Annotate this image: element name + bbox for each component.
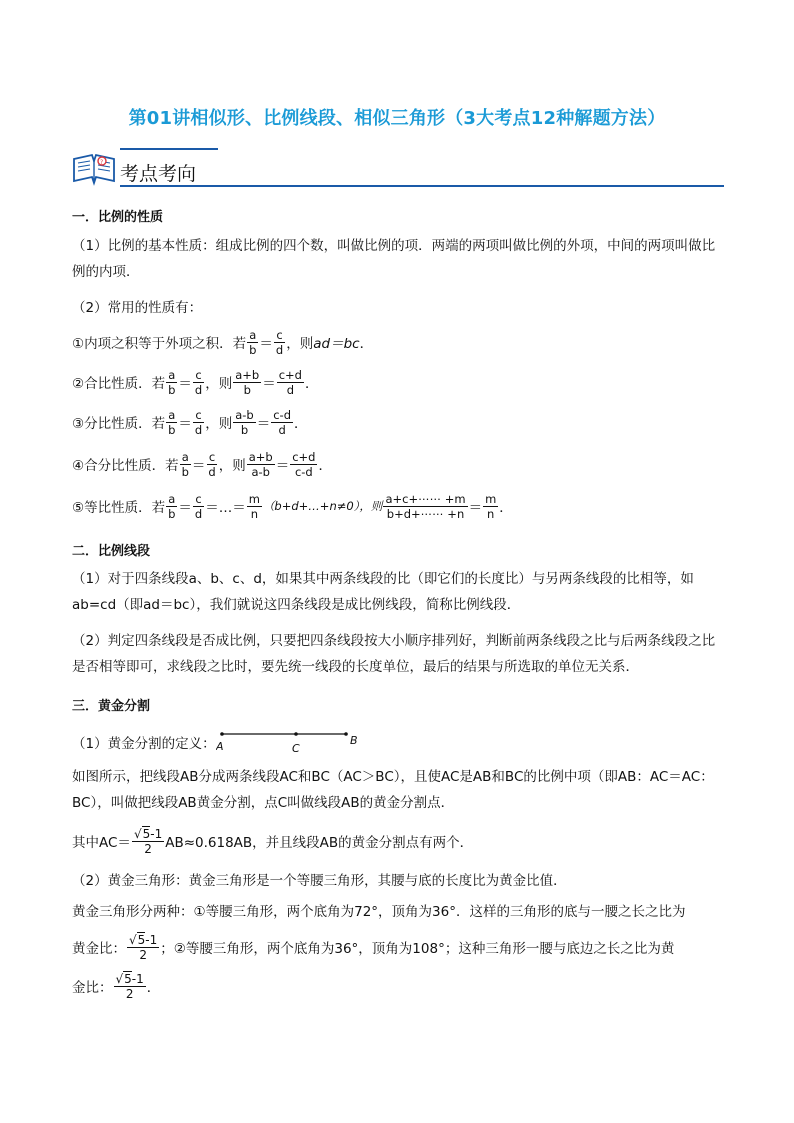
golden-section-explanation: 如图所示，把线段AB分成两条线段AC和BC（AC＞BC），且使AC是AB和BC的比例中项（即AB：AC＝AC：BC），叫做把线段AB黄金分割，点C叫做线段AB的黄金分割点． xyxy=(72,769,714,811)
heading-golden-section: 三．黄金分割 xyxy=(72,699,151,714)
common-properties-intro: （2）常用的性质有： xyxy=(72,300,203,316)
golden-ratio-formula-line: 其中AC＝ $\frac{√5-1}{2}$ AB≈0.618AB，并且线段AB的黄金分割点有两个． xyxy=(72,826,474,856)
golden-triangle-types-line1: 黄金三角形分两种：①等腰三角形，两个底角为72°，顶角为36°．这样的三角形的底与一腰之长之比为 xyxy=(72,904,686,920)
heading-proportional-segments: 二．比例线段 xyxy=(72,544,151,559)
section-header xyxy=(72,145,724,191)
golden-ratio-fraction: $\frac{√5-1}{2}$ xyxy=(133,826,163,856)
point-a-label: A xyxy=(215,740,224,753)
point-c-label: C xyxy=(291,742,300,755)
basic-property-paragraph: （1）比例的基本性质：组成比例的四个数，叫做比例的项．两端的两项叫做比例的外项，中间的两项叫做比例的内项． xyxy=(72,238,716,280)
property-line-3: ③分比性质．若 $\frac{a}{b}$ ＝ $\frac{c}{d}$ ，则 $\frac{a-b}{b}$ ＝ $\frac{c-d}{d}$ ． xyxy=(72,407,308,437)
header-rule xyxy=(120,185,724,187)
fraction-c-d: $\frac{c}{d}$ xyxy=(275,327,284,357)
fraction-a-b: $\frac{a}{b}$ xyxy=(249,327,257,357)
header-stripe xyxy=(120,148,218,150)
proportional-segments-judgement: （2）判定四条线段是否成比例，只要把四条线段按大小顺序排列好，判断前两条线段之比与后两条线段之比是否相等即可，求线段之比时，要先统一线段的长度单位，最后的结果与所选取的单位无关系． xyxy=(72,633,716,675)
golden-triangle-types-line2: 黄金比： $\frac{√5-1}{2}$ ；②等腰三角形，两个底角为36°，顶角为108°；这种三角形一腰与底边之长之比为黄 xyxy=(72,932,675,962)
golden-triangle-types-line3: 金比： $\frac{√5-1}{2}$ ． xyxy=(72,971,161,1001)
property-line-1: ①内项之积等于外项之积．若 $\frac{a}{b}$ ＝ $\frac{c}{d}$ ，则 ad＝bc ． xyxy=(72,327,374,357)
svg-text:?: ? xyxy=(100,159,104,166)
proportional-segments-definition: （1）对于四条线段a、b、c、d，如果其中两条线段的比（即它们的长度比）与另两条线段的比相等，如ab=cd（即ad＝bc），我们就说这四条线段是成比例线段，简称比例线段． xyxy=(72,571,694,613)
book-icon xyxy=(72,151,116,187)
golden-definition-line: （1）黄金分割的定义： A C B xyxy=(72,726,366,758)
property-line-4: ④合分比性质．若 $\frac{a}{b}$ ＝ $\frac{c}{d}$ ，则 $\frac{a+b}{a-b}$ ＝ $\frac{c+d}{c-d}$ ． xyxy=(72,449,332,479)
heading-proportion-properties: 一．比例的性质 xyxy=(72,210,164,225)
point-b-label: B xyxy=(349,734,358,747)
golden-triangle-definition: （2）黄金三角形：黄金三角形是一个等腰三角形，其腰与底的长度比为黄金比值． xyxy=(72,873,567,889)
property-line-2: ②合比性质．若 $\frac{a}{b}$ ＝ $\frac{c}{d}$ ，则 $\frac{a+b}{b}$ ＝ $\frac{c+d}{d}$ ． xyxy=(72,367,319,397)
segment-ab-figure xyxy=(216,728,366,756)
page-title: 第01讲相似形、比例线段、相似三角形（3大考点12种解题方法） xyxy=(128,108,666,129)
property-line-5: ⑤等比性质．若 $\frac{a}{b}$ ＝ $\frac{c}{d}$ ＝…＝ $\frac{m}{n}$ （b+d+…+n≠0），则 $\frac{a+c+\cdots\cdots +m}{b+d+\cdots\cdots +n}$ ＝ $\frac{m}{n}$ ． xyxy=(72,491,513,521)
section-header-label: 考点考向 xyxy=(120,163,197,185)
